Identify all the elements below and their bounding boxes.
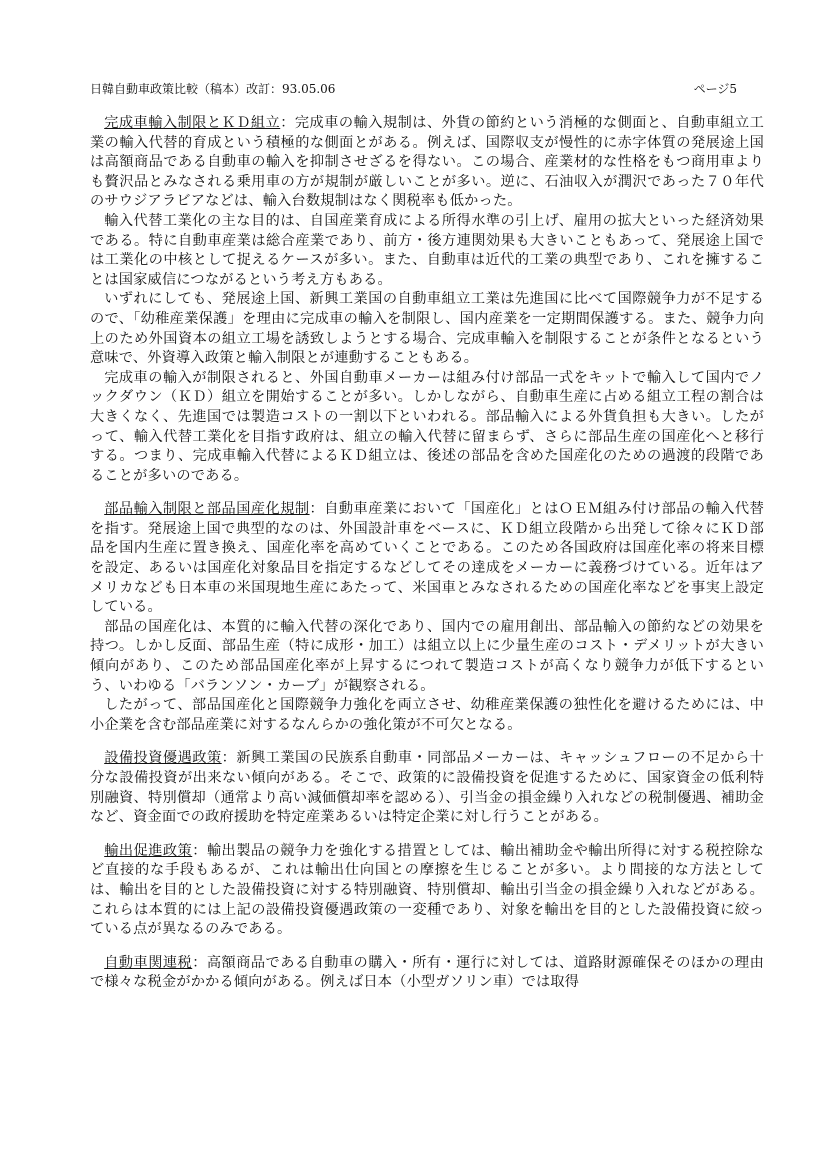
- paragraph: 完成車の輸入が制限されると、外国自動車メーカーは組み付け部品一式をキットで輸入して国内でノックダウン（ＫＤ）組立を開始することが多い。しかしながら、自動車生産に占める組立工程の割合は大きくなく、先進国では製造コストの一割以下といわれる。部品輸入による外貨負担も大きい。したがって、輸入代替工業化を目指す政府は、組立の輸入代替に留まらず、さらに部品生産の国産化へと移行する。つまり、完成車輸入代替によるＫＤ組立は、後述の部品を含めた国産化のための過渡的段階であることが多いのである。: [90, 369, 764, 484]
- paragraph: 部品の国産化は、本質的に輸入代替の深化であり、国内での雇用創出、部品輸入の節約などの効果を持つ。しかし反面、部品生産（特に成形・加工）は組立以上に少量生産のコスト・デメリットが大きい傾向があり、このため部品国産化率が上昇するにつれて製造コストが高くなり競争力が低下するという、いわゆる「バランソン・カーブ」が観察される。: [90, 618, 764, 694]
- paragraph-text: ：輸出製品の競争力を強化する措置としては、輸出補助金や輸出所得に対する税控除など直接的な手段もあるが、これは輸出仕向国との摩擦を生じることが多い。より間接的な方法としては、輸出を目的とした設備投資に対する特別融資、特別償却、輸出引当金の損金繰り入れなどがある。これらは本質的には上記の設備投資優遇政策の一変種であり、対象を輸出を目的とした設備投資に絞っている点が異なるのみである。: [90, 842, 764, 938]
- paragraph-text: ：高額商品である自動車の購入・所有・運行に対しては、道路財源確保そのほかの理由で様々な税金がかかる傾向がある。例えば日本（小型ガソリン車）では取得: [90, 954, 764, 991]
- paragraph: いずれにしても、発展途上国、新興工業国の自動車組立工業は先進国に比べて国際競争力が不足するので、「幼稚産業保護」を理由に完成車の輸入を制限し、国内産業を一定期間保護する。また、競争力向上のため外国資本の組立工場を誘致しようとする場合、完成車輸入を制限することが条件となるという意味で、外資導入政策と輸入制限とが連動することもある。: [90, 291, 764, 367]
- paragraph: [90, 954, 764, 993]
- document-title: 日韓自動車政策比較（稿本）改訂：93.05.06: [90, 82, 336, 96]
- page-number: ページ5: [693, 82, 737, 96]
- section-heading: 自動車関連税: [104, 954, 193, 971]
- paragraph-text: ：自動車産業において「国産化」とはＯＥＭ組み付け部品の輸入代替を指す。発展途上国で典型的なのは、外国設計車をベースに、ＫＤ組立段階から出発して徐々にＫＤ部品を国内生産に置き換え、国産化率を高めていくことである。このため各国政府は国産化率の将来目標を設定、あるいは国産化対象品目を指定するなどしてその達成をメーカーに義務づけている。近年はアメリカなども日本車の米国現地生産にあたって、米国車とみなされるための国産化率などを事実上設定している。: [90, 501, 764, 616]
- paragraph: 輸入代替工業化の主な目的は、自国産業育成による所得水準の引上げ、雇用の拡大といった経済効果である。特に自動車産業は総合産業であり、前方・後方連関効果も大きいこともあって、発展途上国では工業化の中核として捉えるケースが多い。また、自動車は近代的工業の典型であり、これを擁することは国家威信につながるという考え方もある。: [90, 212, 764, 288]
- section-vehicle-taxes: [90, 954, 764, 993]
- paragraph: [90, 842, 764, 940]
- section-export-promotion: [90, 842, 764, 940]
- paragraph: したがって、部品国産化と国際競争力強化を両立させ、幼稚産業保護の独性化を避けるためには、中小企業を含む部品産業に対するなんらかの強化策が不可欠となる。: [90, 697, 764, 733]
- section-kd-assembly: [90, 114, 764, 486]
- paragraph: [90, 749, 764, 827]
- section-investment-incentives: [90, 749, 764, 827]
- section-parts-localization: [90, 500, 764, 735]
- section-heading: 設備投資優遇政策: [104, 750, 222, 767]
- paragraph: [90, 500, 764, 618]
- page-header: [90, 80, 737, 96]
- section-heading: 部品輸入制限と部品国産化規制: [104, 501, 310, 518]
- document-body: [90, 114, 764, 1007]
- paragraph: [90, 114, 764, 212]
- section-heading: 輸出促進政策: [104, 842, 193, 859]
- section-heading: 完成車輸入制限とＫＤ組立: [104, 115, 281, 131]
- paragraph-text: ：新興工業国の民族系自動車・同部品メーカーは、キャッシュフローの不足から十分な設備投資が出来ない傾向がある。そこで、政策的に設備投資を促進するために、国家資金の低利特別融資、特別償却（通常より高い減価償却率を認める）、引当金の損金繰り入れなどの税制優遇、補助金など、資金面での政府援助を特定産業あるいは特定企業に対し行うことがある。: [90, 750, 764, 826]
- paragraph-text: ：完成車の輸入規制は、外貨の節約という消極的な側面と、自動車組立工業の輸入代替的育成という積極的な側面とがある。例えば、国際収支が慢性的に赤字体質の発展途上国は高額商品である自動車の輸入を抑制させざるを得ない。この場合、産業材的な性格をもつ商用車よりも贅沢品とみなされる乗用車の方が規制が厳しいことが多い。逆に、石油収入が潤沢であった７０年代のサウジアラビアなどは、輸入台数規制はなく関税率も低かった。: [90, 115, 764, 210]
